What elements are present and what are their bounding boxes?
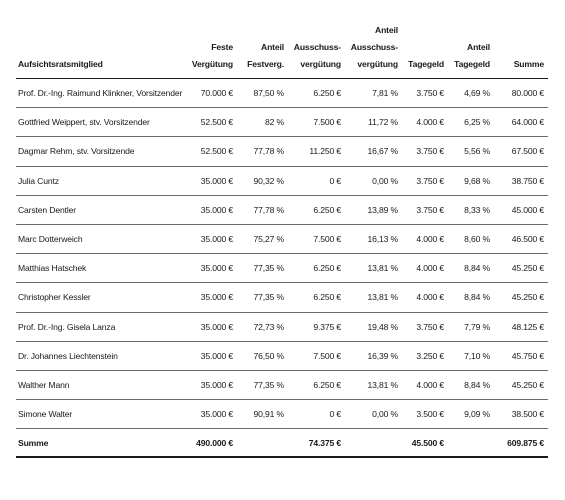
table-row — [16, 400, 548, 429]
cell-daily-allowance: 3.750 € — [402, 79, 448, 108]
header-total — [494, 20, 548, 79]
header-member — [16, 20, 182, 79]
cell-total: 38.500 € — [494, 400, 548, 429]
cell-member-name: Christopher Kessler — [16, 283, 182, 312]
cell-share-fixed: 87,50 % — [237, 79, 288, 108]
cell-member-name: Dagmar Rehm, stv. Vorsitzende — [16, 137, 182, 166]
cell-daily-allowance: 3.750 € — [402, 312, 448, 341]
cell-share-committee: 13,81 % — [345, 370, 402, 399]
sum-share-committee-empty — [345, 429, 402, 458]
cell-fixed-compensation: 35.000 € — [182, 341, 237, 370]
cell-share-daily: 7,10 % — [448, 341, 494, 370]
cell-share-daily: 6,25 % — [448, 108, 494, 137]
cell-committee-compensation: 6.250 € — [288, 254, 345, 283]
cell-fixed-compensation: 35.000 € — [182, 312, 237, 341]
cell-total: 45.750 € — [494, 341, 548, 370]
table-row — [16, 108, 548, 137]
cell-total: 46.500 € — [494, 224, 548, 253]
cell-share-fixed: 76,50 % — [237, 341, 288, 370]
cell-committee-compensation: 6.250 € — [288, 195, 345, 224]
cell-committee-compensation: 7.500 € — [288, 341, 345, 370]
sum-row — [16, 429, 548, 458]
cell-committee-compensation: 6.250 € — [288, 370, 345, 399]
cell-share-daily: 7,79 % — [448, 312, 494, 341]
table-row — [16, 312, 548, 341]
compensation-table-container — [16, 20, 548, 458]
header-fixed-line1: Feste — [211, 42, 233, 52]
header-daily-label: Tagegeld — [408, 59, 444, 69]
cell-share-committee: 19,48 % — [345, 312, 402, 341]
cell-committee-compensation: 0 € — [288, 400, 345, 429]
cell-share-fixed: 72,73 % — [237, 312, 288, 341]
table-row — [16, 137, 548, 166]
sum-total: 609.875 € — [494, 429, 548, 458]
table-row — [16, 283, 548, 312]
cell-share-daily: 5,56 % — [448, 137, 494, 166]
cell-committee-compensation: 0 € — [288, 166, 345, 195]
supervisory-board-compensation-table — [16, 20, 548, 458]
cell-member-name: Dr. Johannes Liechtenstein — [16, 341, 182, 370]
cell-daily-allowance: 4.000 € — [402, 224, 448, 253]
cell-share-fixed: 90,91 % — [237, 400, 288, 429]
table-row — [16, 166, 548, 195]
cell-daily-allowance: 4.000 € — [402, 370, 448, 399]
cell-committee-compensation: 6.250 € — [288, 79, 345, 108]
header-committee-compensation — [288, 20, 345, 79]
cell-fixed-compensation: 35.000 € — [182, 400, 237, 429]
table-header — [16, 20, 548, 79]
sum-fixed: 490.000 € — [182, 429, 237, 458]
sum-share-fixed-empty — [237, 429, 288, 458]
header-share-committee — [345, 20, 402, 79]
cell-share-fixed: 77,78 % — [237, 195, 288, 224]
cell-total: 64.000 € — [494, 108, 548, 137]
cell-share-committee: 0,00 % — [345, 166, 402, 195]
cell-share-committee: 16,67 % — [345, 137, 402, 166]
cell-fixed-compensation: 35.000 € — [182, 283, 237, 312]
cell-share-fixed: 75,27 % — [237, 224, 288, 253]
cell-member-name: Matthias Hatschek — [16, 254, 182, 283]
cell-fixed-compensation: 52.500 € — [182, 108, 237, 137]
cell-member-name: Prof. Dr.-Ing. Gisela Lanza — [16, 312, 182, 341]
cell-total: 45.250 € — [494, 283, 548, 312]
cell-member-name: Prof. Dr.-Ing. Raimund Klinkner, Vorsitzender — [16, 79, 182, 108]
table-row — [16, 79, 548, 108]
header-share-committee-line2: Ausschuss- — [350, 42, 398, 52]
cell-committee-compensation: 7.500 € — [288, 224, 345, 253]
table-row — [16, 341, 548, 370]
sum-committee: 74.375 € — [288, 429, 345, 458]
sum-share-daily-empty — [448, 429, 494, 458]
table-row — [16, 224, 548, 253]
cell-fixed-compensation: 35.000 € — [182, 224, 237, 253]
cell-share-committee: 7,81 % — [345, 79, 402, 108]
cell-share-committee: 13,81 % — [345, 254, 402, 283]
header-fixed-line2: Vergütung — [191, 59, 233, 69]
cell-share-fixed: 90,32 % — [237, 166, 288, 195]
cell-member-name: Marc Dotterweich — [16, 224, 182, 253]
header-committee-line1: Ausschuss- — [293, 42, 341, 52]
cell-member-name: Gottfried Weippert, stv. Vorsitzender — [16, 108, 182, 137]
table-row — [16, 370, 548, 399]
cell-share-daily: 8,60 % — [448, 224, 494, 253]
cell-share-daily: 8,84 % — [448, 370, 494, 399]
cell-share-daily: 8,84 % — [448, 254, 494, 283]
cell-member-name: Julia Cuntz — [16, 166, 182, 195]
header-share-daily — [448, 20, 494, 79]
cell-daily-allowance: 3.500 € — [402, 400, 448, 429]
cell-share-daily: 8,84 % — [448, 283, 494, 312]
cell-share-committee: 13,81 % — [345, 283, 402, 312]
cell-fixed-compensation: 52.500 € — [182, 137, 237, 166]
cell-total: 80.000 € — [494, 79, 548, 108]
header-share-daily-line1: Anteil — [467, 42, 490, 52]
cell-fixed-compensation: 35.000 € — [182, 195, 237, 224]
sum-daily: 45.500 € — [402, 429, 448, 458]
cell-fixed-compensation: 35.000 € — [182, 166, 237, 195]
cell-committee-compensation: 7.500 € — [288, 108, 345, 137]
table-footer — [16, 429, 548, 458]
cell-daily-allowance: 3.750 € — [402, 137, 448, 166]
cell-total: 48.125 € — [494, 312, 548, 341]
header-member-label: Aufsichtsratsmitglied — [18, 59, 103, 69]
cell-share-daily: 9,09 % — [448, 400, 494, 429]
cell-share-committee: 16,39 % — [345, 341, 402, 370]
cell-share-committee: 11,72 % — [345, 108, 402, 137]
cell-committee-compensation: 6.250 € — [288, 283, 345, 312]
cell-total: 38.750 € — [494, 166, 548, 195]
cell-member-name: Walther Mann — [16, 370, 182, 399]
cell-share-committee: 13,89 % — [345, 195, 402, 224]
cell-daily-allowance: 3.750 € — [402, 195, 448, 224]
cell-member-name: Simone Walter — [16, 400, 182, 429]
cell-daily-allowance: 3.250 € — [402, 341, 448, 370]
sum-label: Summe — [16, 429, 182, 458]
cell-share-committee: 0,00 % — [345, 400, 402, 429]
cell-fixed-compensation: 35.000 € — [182, 254, 237, 283]
header-committee-line2: vergütung — [300, 59, 341, 69]
cell-daily-allowance: 4.000 € — [402, 108, 448, 137]
cell-total: 45.250 € — [494, 254, 548, 283]
cell-daily-allowance: 4.000 € — [402, 254, 448, 283]
cell-share-fixed: 77,78 % — [237, 137, 288, 166]
cell-share-fixed: 77,35 % — [237, 283, 288, 312]
cell-share-committee: 16,13 % — [345, 224, 402, 253]
cell-share-daily: 4,69 % — [448, 79, 494, 108]
header-share-fixed-line2: Festverg. — [247, 59, 284, 69]
header-share-committee-line3: vergütung — [357, 59, 398, 69]
header-daily-allowance — [402, 20, 448, 79]
cell-share-daily: 9,68 % — [448, 166, 494, 195]
header-share-fixed — [237, 20, 288, 79]
header-share-fixed-line1: Anteil — [261, 42, 284, 52]
table-row — [16, 254, 548, 283]
cell-total: 45.250 € — [494, 370, 548, 399]
cell-share-fixed: 77,35 % — [237, 370, 288, 399]
cell-share-daily: 8,33 % — [448, 195, 494, 224]
cell-member-name: Carsten Dentler — [16, 195, 182, 224]
cell-fixed-compensation: 35.000 € — [182, 370, 237, 399]
cell-total: 45.000 € — [494, 195, 548, 224]
header-fixed-compensation — [182, 20, 237, 79]
header-share-daily-line2: Tagegeld — [454, 59, 490, 69]
cell-daily-allowance: 4.000 € — [402, 283, 448, 312]
cell-share-fixed: 82 % — [237, 108, 288, 137]
table-body — [16, 79, 548, 429]
cell-committee-compensation: 9.375 € — [288, 312, 345, 341]
header-share-committee-line1: Anteil — [375, 25, 398, 35]
cell-daily-allowance: 3.750 € — [402, 166, 448, 195]
cell-fixed-compensation: 70.000 € — [182, 79, 237, 108]
cell-committee-compensation: 11.250 € — [288, 137, 345, 166]
cell-share-fixed: 77,35 % — [237, 254, 288, 283]
table-row — [16, 195, 548, 224]
header-row — [16, 20, 548, 79]
cell-total: 67.500 € — [494, 137, 548, 166]
header-total-label: Summe — [513, 59, 544, 69]
